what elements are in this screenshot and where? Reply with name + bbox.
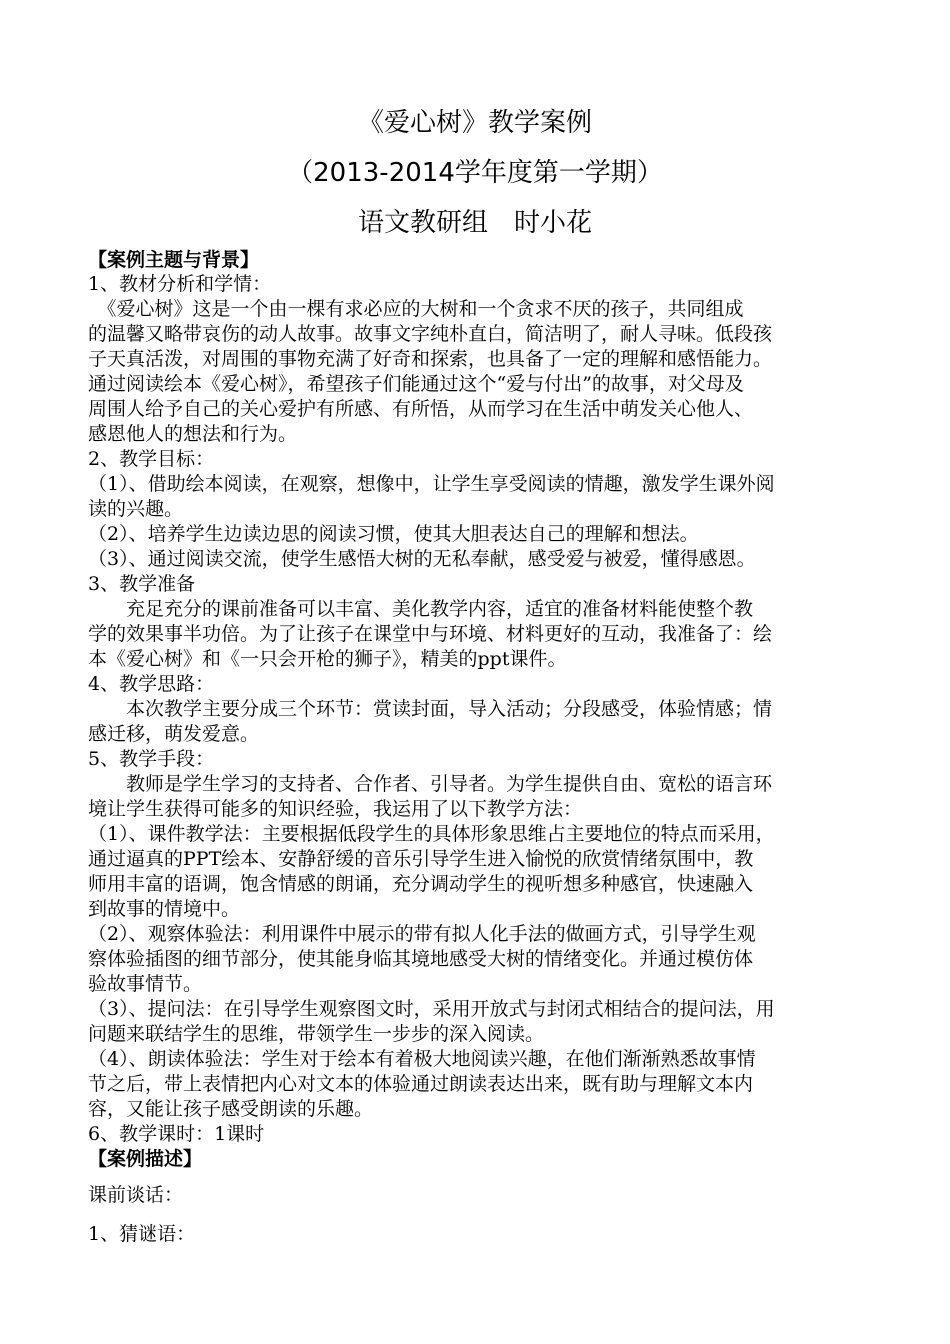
item4-line: 感迁移，萌发爱意。: [88, 723, 260, 745]
item4-heading: 4、教学思路：: [88, 673, 215, 695]
item6-line: 6、教学课时：1课时: [88, 1123, 265, 1145]
item2-heading: 2、教学目标：: [88, 448, 215, 470]
pre-class-talk: 课前谈话：: [88, 1184, 184, 1206]
item1-line: 周围人给予自己的关心爱护有所感、有所悟，从而学习在生活中萌发关心他人、: [88, 398, 754, 420]
item1-heading: 1、教材分析和学情：: [88, 273, 272, 295]
item5-line: （1）、课件教学法：主要根据低段学生的具体形象思维占主要地位的特点而采用，: [88, 823, 775, 845]
item5-line: 验故事情节。: [88, 973, 203, 995]
item4-line: 本次教学主要分成三个环节：赏读封面，导入活动；分段感受，体验情感；情: [88, 698, 773, 720]
author-line: 语文教研组 时小花: [357, 208, 592, 238]
item5-heading: 5、教学手段：: [88, 748, 215, 770]
item2-line: 读的兴趣。: [88, 498, 184, 520]
item1-line: 《爱心树》这是一个由一棵有求必应的大树和一个贪求不厌的孩子，共同组成: [88, 298, 744, 320]
item2-line: （1）、借助绘本阅读，在观察，想像中，让学生享受阅读的情趣，激发学生课外阅: [88, 473, 775, 495]
item3-heading: 3、教学准备: [88, 573, 196, 595]
item5-line: 察体验插图的细节部分，使其能身临其境地感受大树的情绪变化。并通过模仿体: [88, 948, 754, 970]
item1-line: 的温馨又略带哀伤的动人故事。故事文字纯朴直白，简洁明了，耐人寻味。低段孩: [88, 323, 773, 345]
item5-line: 到故事的情境中。: [88, 898, 241, 920]
item2-line: （2）、培养学生边读边思的阅读习惯，使其大胆表达自己的理解和想法。: [88, 523, 699, 545]
item3-line: 本《爱心树》和《一只会开枪的狮子》，精美的ppt课件。: [88, 648, 567, 670]
item5-line: （3）、提问法：在引导学生观察图文时，采用开放式与封闭式相结合的提问法，用: [88, 998, 775, 1020]
item5-line: （2）、观察体验法：利用课件中展示的带有拟人化手法的做画方式，引导学生观: [88, 923, 756, 945]
item5-line: 教师是学生学习的支持者、合作者、引导者。为学生提供自由、宽松的语言环: [88, 773, 773, 795]
item5-line: 节之后，带上表情把内心对文本的体验通过朗读表达出来，既有助与理解文本内: [88, 1073, 754, 1095]
item5-line: 问题来联结学生的思维，带领学生一步步的深入阅读。: [88, 1023, 545, 1045]
item1-line: 感恩他人的想法和行为。: [88, 423, 298, 445]
item5-line: 师用丰富的语调，饱含情感的朗诵，充分调动学生的视听想多种感官，快速融入: [88, 873, 754, 895]
section-heading-description: 【案例描述】: [88, 1148, 203, 1170]
item5-line: 通过逼真的PPT绘本、安静舒缓的音乐引导学生进入愉悦的欣赏情绪氛围中，教: [88, 848, 754, 870]
item2-line: （3）、通过阅读交流，使学生感悟大树的无私奉献，感受爱与被爱，懂得感恩。: [88, 548, 756, 570]
item5-line: 容，又能让孩子感受朗读的乐趣。: [88, 1098, 374, 1120]
item5-line: 境让学生获得可能多的知识经验，我运用了以下教学方法：: [88, 798, 583, 820]
riddle-heading: 1、猜谜语：: [88, 1223, 196, 1245]
document-subtitle: （2013-2014学年度第一学期）: [287, 158, 663, 188]
item1-line: 通过阅读绘本《爱心树》，希望孩子们能通过这个“爱与付出”的故事，对父母及: [88, 373, 744, 395]
document-title: 《爱心树》教学案例: [357, 108, 592, 138]
item5-line: （4）、朗读体验法：学生对于绘本有着极大地阅读兴趣，在他们渐渐熟悉故事情: [88, 1048, 756, 1070]
item3-line: 充足充分的课前准备可以丰富、美化教学内容，适宜的准备材料能使整个教: [88, 598, 754, 620]
item3-line: 学的效果事半功倍。为了让孩子在课堂中与环境、材料更好的互动，我准备了：绘: [88, 623, 773, 645]
section-heading-background: 【案例主题与背景】: [88, 249, 260, 271]
item1-line: 子天真活泼，对周围的事物充满了好奇和探索，也具备了一定的理解和感悟能力。: [88, 348, 773, 370]
